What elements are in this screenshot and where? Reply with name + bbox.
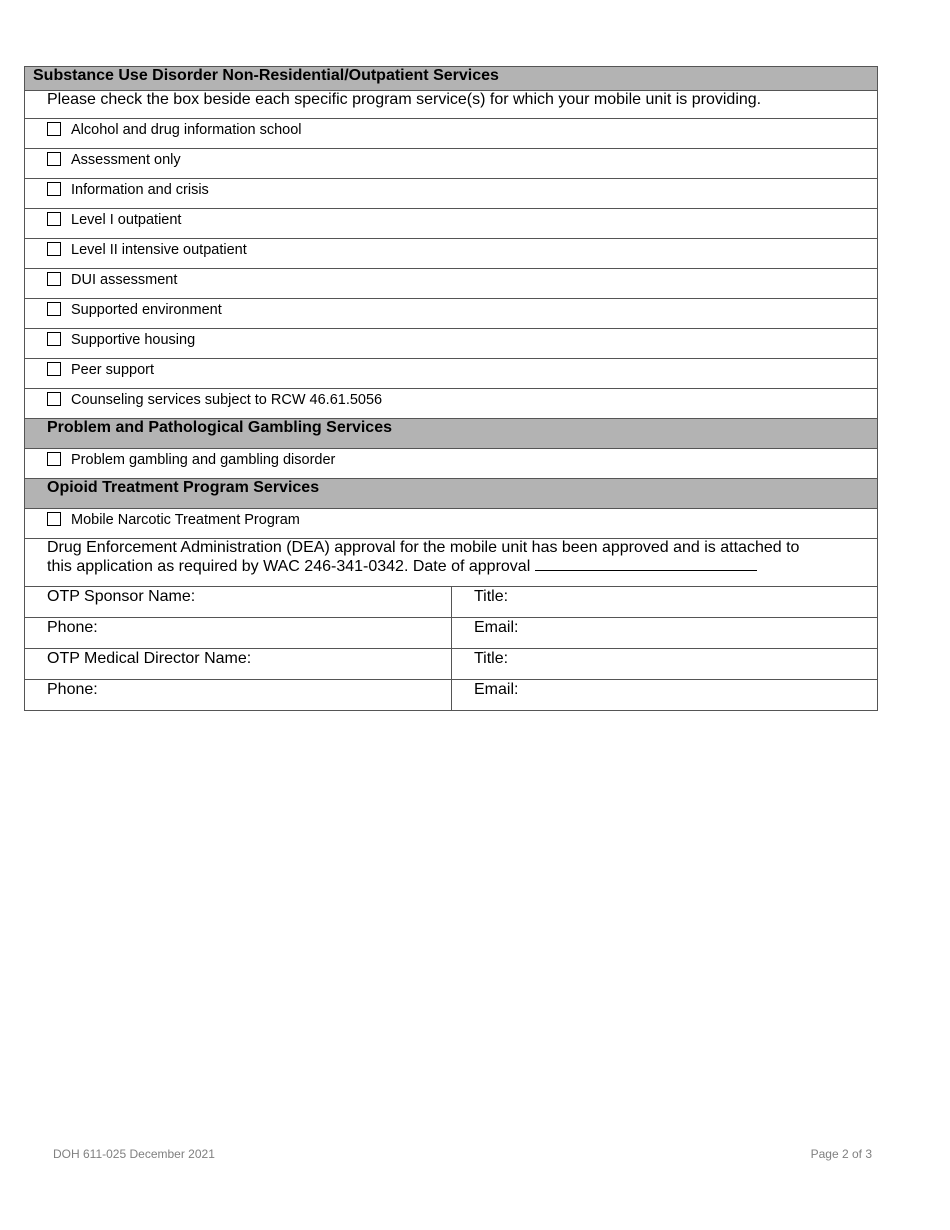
sponsor-phone-field[interactable]: Phone: bbox=[25, 618, 452, 648]
checkbox-label: Supported environment bbox=[71, 302, 222, 318]
checkbox-row[interactable] bbox=[25, 328, 877, 358]
checkbox-label: Level I outpatient bbox=[71, 212, 182, 228]
checkbox[interactable] bbox=[47, 122, 61, 136]
checkbox-label: Information and crisis bbox=[71, 182, 209, 198]
checkbox-row[interactable] bbox=[25, 298, 877, 328]
form-id: DOH 611-025 December 2021 bbox=[53, 1147, 215, 1161]
director-title-field[interactable]: Title: bbox=[474, 650, 509, 667]
director-phone-field[interactable]: Phone: bbox=[25, 680, 452, 710]
checkbox-label: Peer support bbox=[71, 362, 155, 378]
checkbox-label: DUI assessment bbox=[71, 272, 178, 288]
checkbox-label: Level II intensive outpatient bbox=[71, 242, 247, 258]
checkbox[interactable] bbox=[47, 392, 61, 406]
checkbox[interactable] bbox=[47, 212, 61, 226]
checkbox[interactable] bbox=[47, 152, 61, 166]
field-row bbox=[25, 586, 877, 617]
director-email-field[interactable]: Email: bbox=[474, 681, 519, 698]
dea-line-2-text: this application as required by WAC 246-341-0342. Date of approval bbox=[47, 558, 531, 575]
checkbox-label: Supportive housing bbox=[71, 332, 196, 348]
dea-line-2 bbox=[47, 556, 877, 575]
checkbox-label: Alcohol and drug information school bbox=[71, 122, 302, 138]
page-number: Page 2 of 3 bbox=[810, 1147, 872, 1161]
checkbox-row[interactable] bbox=[25, 508, 877, 538]
sud-instructions: Please check the box beside each specific program service(s) for which your mobile unit is providing. bbox=[25, 90, 877, 118]
checkbox-label: Mobile Narcotic Treatment Program bbox=[71, 512, 300, 528]
checkbox[interactable] bbox=[47, 302, 61, 316]
date-of-approval-field[interactable] bbox=[535, 556, 757, 571]
checkbox-row[interactable] bbox=[25, 448, 877, 478]
checkbox-row[interactable] bbox=[25, 208, 877, 238]
checkbox[interactable] bbox=[47, 332, 61, 346]
checkbox[interactable] bbox=[47, 512, 61, 526]
otp-section-header: Opioid Treatment Program Services bbox=[25, 478, 877, 508]
sponsor-title-field[interactable]: Title: bbox=[474, 588, 509, 605]
checkbox-row[interactable] bbox=[25, 388, 877, 418]
checkbox[interactable] bbox=[47, 182, 61, 196]
field-row bbox=[25, 679, 877, 710]
checkbox-row[interactable] bbox=[25, 118, 877, 148]
checkbox-row[interactable] bbox=[25, 178, 877, 208]
otp-medical-director-name-field[interactable]: OTP Medical Director Name: bbox=[25, 649, 452, 679]
checkbox-row[interactable] bbox=[25, 238, 877, 268]
checkbox[interactable] bbox=[47, 242, 61, 256]
field-row bbox=[25, 617, 877, 648]
dea-line-1: Drug Enforcement Administration (DEA) approval for the mobile unit has been approved and is attached to bbox=[47, 539, 800, 556]
checkbox[interactable] bbox=[47, 272, 61, 286]
gambling-section-header: Problem and Pathological Gambling Services bbox=[25, 418, 877, 448]
otp-sponsor-name-field[interactable]: OTP Sponsor Name: bbox=[25, 587, 452, 617]
checkbox-row[interactable] bbox=[25, 268, 877, 298]
program-services-form bbox=[24, 66, 878, 711]
checkbox-label: Counseling services subject to RCW 46.61.5056 bbox=[71, 392, 383, 408]
checkbox-label: Problem gambling and gambling disorder bbox=[71, 452, 336, 468]
sud-section-header: Substance Use Disorder Non-Residential/Outpatient Services bbox=[25, 67, 877, 90]
checkbox[interactable] bbox=[47, 452, 61, 466]
field-row bbox=[25, 648, 877, 679]
checkbox-row[interactable] bbox=[25, 358, 877, 388]
sponsor-email-field[interactable]: Email: bbox=[474, 619, 519, 636]
checkbox[interactable] bbox=[47, 362, 61, 376]
checkbox-label: Assessment only bbox=[71, 152, 181, 168]
checkbox-row[interactable] bbox=[25, 148, 877, 178]
dea-approval-statement bbox=[25, 538, 877, 586]
